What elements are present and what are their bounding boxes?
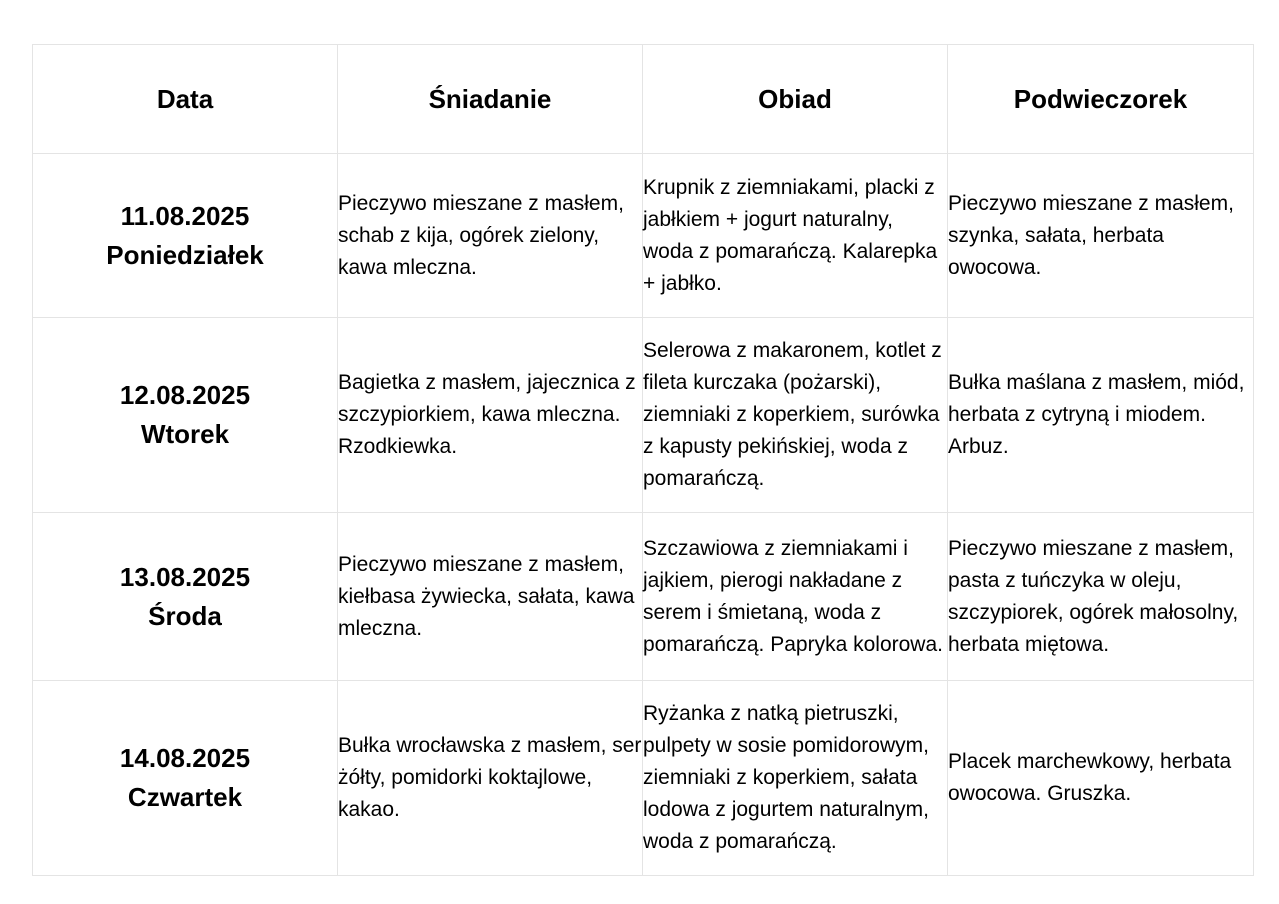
header-breakfast: Śniadanie (338, 45, 643, 154)
meal-plan-table (32, 44, 1254, 876)
breakfast-cell: Pieczywo mieszane z masłem, kiełbasa żywiecka, sałata, kawa mleczna. (338, 513, 643, 681)
weekday-value: Poniedziałek (106, 239, 264, 270)
snack-cell: Pieczywo mieszane z masłem, szynka, sałata, herbata owocowa. (948, 154, 1254, 318)
weekday-value: Wtorek (140, 419, 230, 449)
date-value: 14.08.2025 (119, 743, 251, 773)
lunch-cell: Szczawiowa z ziemniakami i jajkiem, pierogi nakładane z serem i śmietaną, woda z pomarańczą. Papryka kolorowa. (643, 513, 948, 681)
date-cell (33, 513, 338, 681)
table-row (33, 318, 1254, 513)
table-row (33, 154, 1254, 318)
breakfast-cell: Bagietka z masłem, jajecznica z szczypiorkiem, kawa mleczna. Rzodkiewka. (338, 318, 643, 513)
date-cell (33, 681, 338, 876)
lunch-cell: Krupnik z ziemniakami, placki z jabłkiem + jogurt naturalny, woda z pomarańczą. Kalarepka + jabłko. (643, 154, 948, 318)
header-lunch: Obiad (643, 45, 948, 154)
weekday-value: Środa (148, 600, 222, 631)
snack-cell: Pieczywo mieszane z masłem, pasta z tuńczyka w oleju, szczypiorek, ogórek małosolny, herbata miętowa. (948, 513, 1254, 681)
header-snack: Podwieczorek (948, 45, 1254, 154)
date-value: 13.08.2025 (119, 561, 251, 592)
lunch-cell: Ryżanka z natką pietruszki, pulpety w sosie pomidorowym, ziemniaki z koperkiem, sałata lodowa z jogurtem naturalnym, woda z pomarańczą. (643, 681, 948, 876)
breakfast-cell: Bułka wrocławska z masłem, ser żółty, pomidorki koktajlowe, kakao. (338, 681, 643, 876)
lunch-cell: Selerowa z makaronem, kotlet z fileta kurczaka (pożarski), ziemniaki z koperkiem, surówka z kapusty pekińskiej, woda z pomarańczą. (643, 318, 948, 513)
snack-cell: Placek marchewkowy, herbata owocowa. Gruszka. (948, 681, 1254, 876)
date-cell (33, 154, 338, 318)
breakfast-cell: Pieczywo mieszane z masłem, schab z kija, ogórek zielony, kawa mleczna. (338, 154, 643, 318)
date-value: 12.08.2025 (119, 380, 251, 410)
date-cell (33, 318, 338, 513)
table-row (33, 513, 1254, 681)
snack-cell: Bułka maślana z masłem, miód, herbata z cytryną i miodem. Arbuz. (948, 318, 1254, 513)
date-value: 11.08.2025 (120, 200, 250, 231)
header-date: Data (33, 45, 338, 154)
table-row (33, 681, 1254, 876)
header-row (33, 45, 1254, 154)
weekday-value: Czwartek (127, 782, 243, 812)
